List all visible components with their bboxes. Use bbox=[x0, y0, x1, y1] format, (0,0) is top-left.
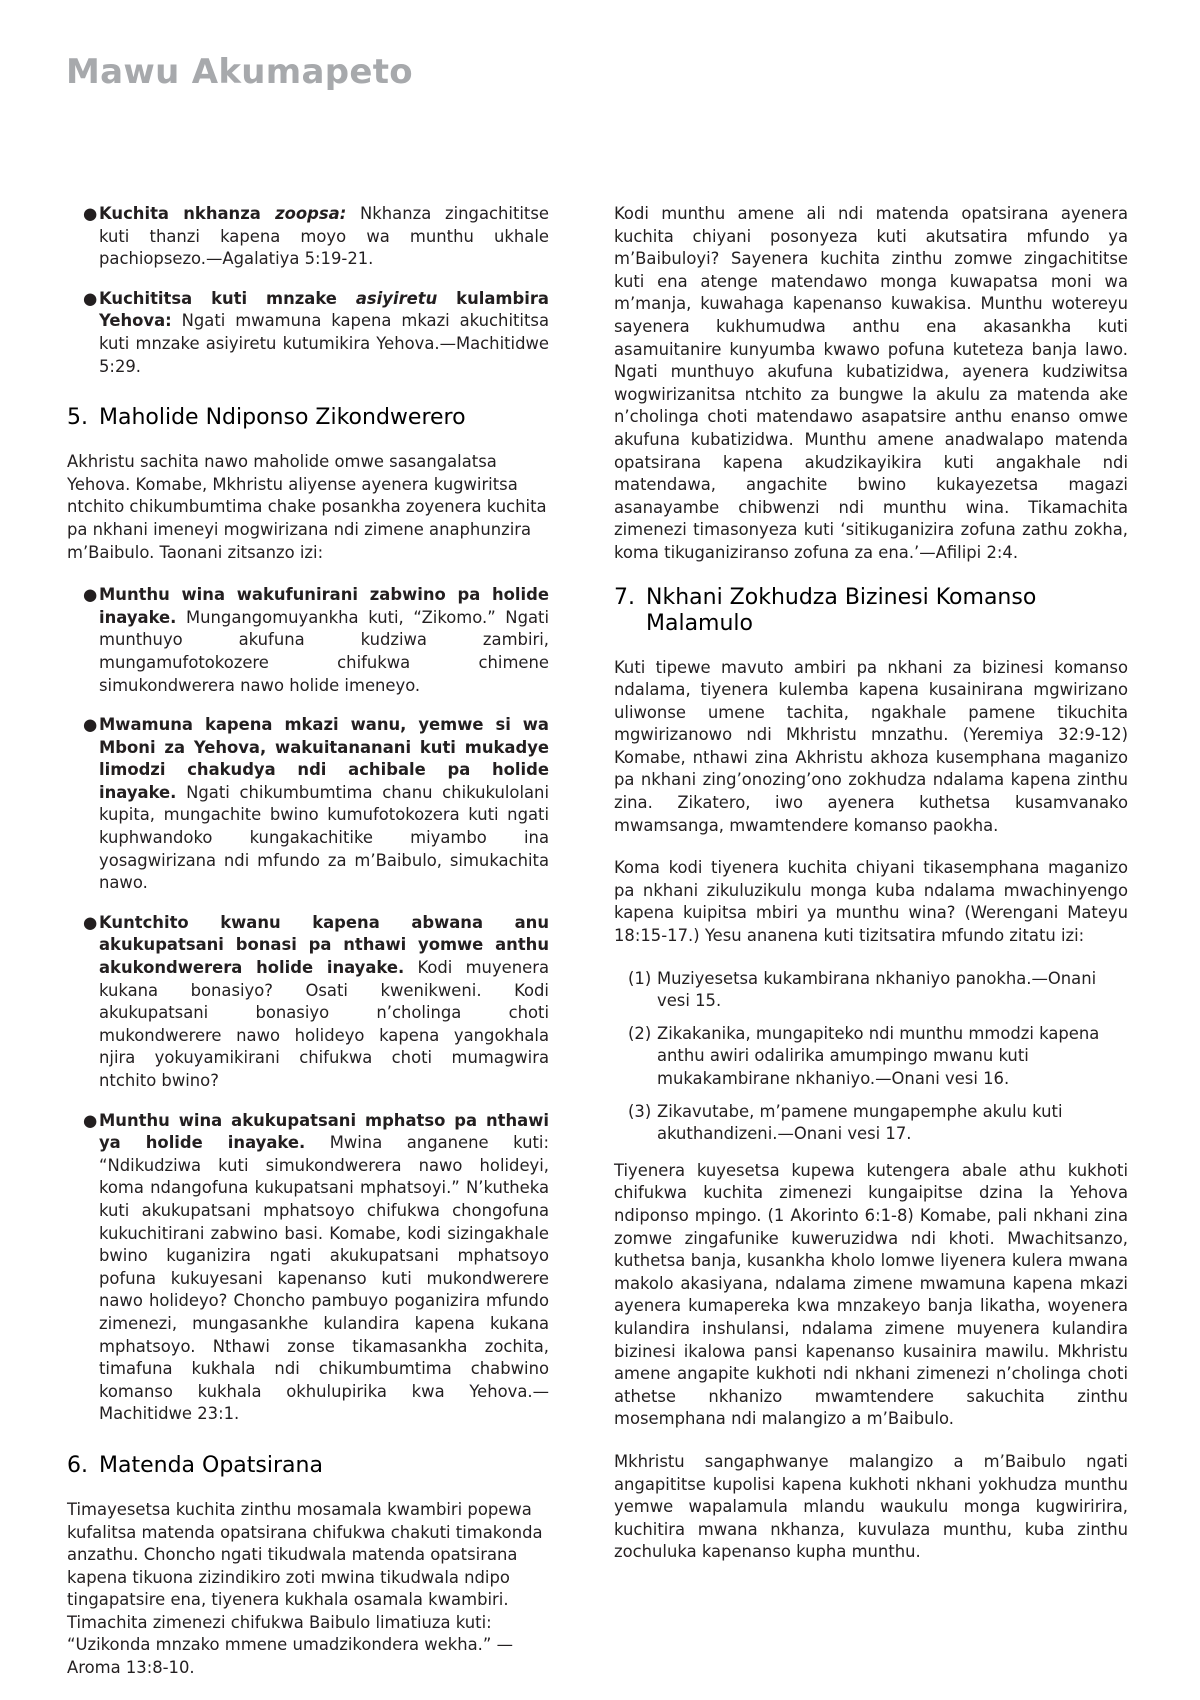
bullet-lead: Mwamuna kapena mkazi wanu, yemwe si wa Mboni za Yehova, wakuitananani kuti mukadye limodzi chakudya ndi achibale pa holide inayake. bbox=[99, 715, 549, 802]
section-7-paragraph: Kuti tipewe mavuto ambiri pa nkhani za bizinesi komanso ndalama, tiyenera kulemba kapena kusainirana mgwirizano uliwonse umene tachita, ngakhale pamene tikuchita mgwirizanowo ndi Mkhristu mnzathu. (Yeremiya 32:9-12) Komabe, nthawi zina Akhristu akhoza kusemphana maganizo pa nkhani zing’onozing’ono zokhudza ndalama kapena zinthu zina. Zikatero, iwo ayenera kuthetsa kusamvanako mwamsanga, mwamtendere komanso paokha. bbox=[614, 657, 1128, 835]
bullet-text: Ngati chikumbumtima chanu chikukulolani kupita, mungachite bwino kumufotokozera kuti ngati kuphwandoko kungakachitike miyambo ina yosagwirizana ndi mfundo za m’Baibulo, simukachita nawo. bbox=[99, 782, 549, 893]
step-text: Muziyesetsa kukambirana nkhaniyo panokha.—Onani vesi 15. bbox=[657, 968, 1097, 1011]
step-number: (2) bbox=[628, 1023, 652, 1043]
step-text: Zikavutabe, m’pamene mungapemphe akulu kuti akuthandizeni.—Onani vesi 17. bbox=[657, 1101, 1063, 1144]
bullet-item bbox=[83, 912, 549, 1093]
section-heading-5: 5. Maholide Ndiponso Zikondwerero bbox=[67, 405, 466, 431]
bullet-item bbox=[83, 203, 549, 271]
section-7-paragraph: Mkhristu sangaphwanye malangizo a m’Baibulo ngati angapititse kupolisi kapena kukhoti nkhani yokhudza munthu yemwe wapalamula mlandu waukulu monga kugwiririra, kuchitira mwana nkhanza, kuvulaza munthu, kuba zinthu zochuluka kapenanso kupha munthu. bbox=[614, 1451, 1128, 1562]
bullet-lead: Munthu wina wakufunirani zabwino pa holide inayake. bbox=[99, 585, 549, 627]
bullet-dot: ● bbox=[83, 715, 98, 735]
section-7-paragraph: Koma kodi tiyenera kuchita chiyani tikasemphana maganizo pa nkhani zikuluzikulu monga kuba ndalama mwachinyengo kapena kuipitsa mbiri ya munthu wina? (Werengani Mateyu 18:15-17.) Yesu ananena kuti tizitsatira mfundo zitatu izi: bbox=[614, 858, 1128, 946]
step-text: Zikakanika, mungapiteko ndi munthu mmodzi kapena anthu awiri odalirika amumpingo mwanu kuti mukakambirane nkhaniyo.—Onani vesi 16. bbox=[657, 1023, 1100, 1088]
bullet-dot: ● bbox=[83, 912, 98, 932]
step-number: (3) bbox=[628, 1101, 652, 1121]
bullet-dot: ● bbox=[83, 204, 98, 223]
running-title: Mawu Akumapeto bbox=[66, 52, 413, 92]
numbered-steps bbox=[614, 968, 1128, 1146]
bullet-text: Kodi muyenera kukana bonasiyo? Osati kwenikweni. Kodi akukupatsani bonasiyo n’cholinga choti mukondwerere nawo holideyo kapena yangokhala njira yokuyamikirani chifukwa choti mumagwira ntchito bwino? bbox=[99, 958, 549, 1090]
bullet-dot: ● bbox=[83, 1110, 98, 1130]
bullet-lead: Kuchita nkhanza zoopsa: bbox=[99, 204, 347, 223]
bullet-lead: Munthu wina akukupatsani mphatso pa nthawi ya holide inayake. bbox=[99, 1110, 549, 1153]
bullet-list-holidays bbox=[67, 584, 549, 1426]
bullet-item bbox=[83, 714, 549, 895]
bullet-list-top bbox=[67, 203, 549, 378]
right-column bbox=[614, 203, 1128, 1584]
bullet-lead: Kuchititsa kuti mnzake asiyiretu kulambira Yehova: bbox=[99, 288, 549, 331]
bullet-item bbox=[83, 1110, 549, 1426]
bullet-text: Nkhanza zingachititse kuti thanzi kapena moyo wa munthu ukhale pachiopsezo.—Agalatiya 5:19-21. bbox=[99, 204, 549, 269]
bullet-dot: ● bbox=[83, 585, 98, 605]
section-heading-6: 6. Matenda Opatsirana bbox=[67, 1452, 323, 1478]
section-7-paragraph: Tiyenera kuyesetsa kupewa kutengera abale athu kukhoti chifukwa kuchita zimenezi kungaipitse dzina la Yehova ndiponso mpingo. (1 Akorinto 6:1-8) Komabe, pali nkhani zina zomwe zingafunike kuweruzidwa ndi khoti. Mwachitsanzo, kuthetsa banja, kusankha kholo lomwe liyenera kulera mwana makolo akasiyana, ndalama zimene mwamuna kapena mkazi ayenera kumapereka kwa mnzakeyo banja likatha, woyenera kulandira inshulansi, ndalama zimene muyenera kulandira bizinesi ikalowa pansi kapenanso kusainira mawilu. Mkhristu amene angapite kukhoti ndi nkhani zimenezi n’cholinga choti athetse nkhanizo mwamtendere sakuchita zinthu mosemphana ndi malangizo a m’Baibulo. bbox=[614, 1160, 1128, 1429]
step-item bbox=[628, 1101, 1128, 1146]
step-number: (1) bbox=[628, 968, 652, 988]
bullet-dot: ● bbox=[83, 288, 98, 308]
step-item bbox=[628, 968, 1128, 1013]
section-6-continued: Kodi munthu amene ali ndi matenda opatsirana ayenera kuchita chiyani posonyeza kuti akutsatira mfundo ya m’Baibuloyi? Sayenera kuchita zinthu zomwe zingachititse kuti ena atenge matendawo monga kuwapatsa moni wa m’manja, kuwahaga kapenanso kuwakisa. Munthu wotereyu sayenera kukhumudwa anthu ena akasankha kuti asamuitanire kunyumba kwawo pofuna kuteteza banja lawo. Ngati munthuyo akufuna kubatizidwa, ayenera kudziwitsa wogwirizanitsa ntchito za bungwe la akulu za matenda ake n’cholinga choti matendawo asapatsire anthu enanso omwe akufuna kubatizidwa. Munthu amene anadwalapo matenda opatsirana kapena akudzikayikira kuti angakhale ndi matendawa, angachite bwino kukayezetsa magazi asanayambe chibwenzi ndi munthu wina. Tikamachita zimenezi timasonyeza kuti ‘sitikuganizira zofuna zathu zokha, koma tikuganiziranso zofuna za ena.’—Afilipi 2:4. bbox=[614, 204, 1128, 562]
bullet-item bbox=[83, 288, 549, 378]
section-5-intro: Akhristu sachita nawo maholide omwe sasangalatsa Yehova. Komabe, Mkhristu aliyense ayenera kugwiritsa ntchito chikumbumtima chake posankha zoyenera kuchita pa nkhani imeneyi mogwirizana ndi zimene anaphunzira m’Baibulo. Taonani zitsanzo izi: bbox=[67, 452, 547, 562]
section-6-text: Timayesetsa kuchita zinthu mosamala kwambiri popewa kufalitsa matenda opatsirana chifukwa chakuti timakonda anzathu. Choncho ngati tikudwala matenda opatsirana kapena tikuona zizindikiro zoti mwina tikudwala ndipo tingapatsire ena, tiyenera kukhala osamala kwambiri. Timachita zimenezi chifukwa Baibulo limatiuza kuti: “Uzikonda mnzako mmene umadzikondera wekha.” —Aroma 13:8-10. bbox=[67, 1499, 543, 1678]
step-item bbox=[628, 1023, 1128, 1091]
bullet-text: Ngati mwamuna kapena mkazi akuchititsa kuti mnzake asiyiretu kutumikira Yehova.—Machitidwe 5:29. bbox=[99, 311, 549, 376]
section-heading-7: 7. Nkhani Zokhudza Bizinesi Komanso Malamulo bbox=[614, 584, 1037, 636]
left-column bbox=[67, 203, 549, 1700]
bullet-text: Mwina anganene kuti: “Ndikudziwa kuti simukondwerera nawo holideyi, koma ndangofuna kukupatsani mphatsoyi.” N’kutheka kuti akukupatsani mphatsoyo chifukwa chongofuna kukuchitirani zabwino basi. Komabe, kodi sizingakhale bwino kuganizira ngati akukupatsani mphatsoyo pofuna kukuyesani kapenanso kuti mukondwerere nawo holideyo? Choncho pambuyo poganizira mfundo zimenezi, mungasankhe kulandira kapena kukana mphatsoyo. Nthawi zonse tikamasankha zochita, timafuna kukhala ndi chikumbumtima chabwino komanso kukhala okhulupirika kwa Yehova.—Machitidwe 23:1. bbox=[99, 1133, 549, 1424]
bullet-text: Mungangomuyankha kuti, “Zikomo.” Ngati munthuyo akufuna kudziwa zambiri, mungamufotokozere chifukwa chimene simukondwerera nawo holide imeneyo. bbox=[99, 607, 549, 695]
bullet-lead: Kuntchito kwanu kapena abwana anu akukupatsani bonasi pa nthawi yomwe anthu akukondwerera holide inayake. bbox=[99, 912, 549, 978]
bullet-item bbox=[83, 584, 549, 697]
